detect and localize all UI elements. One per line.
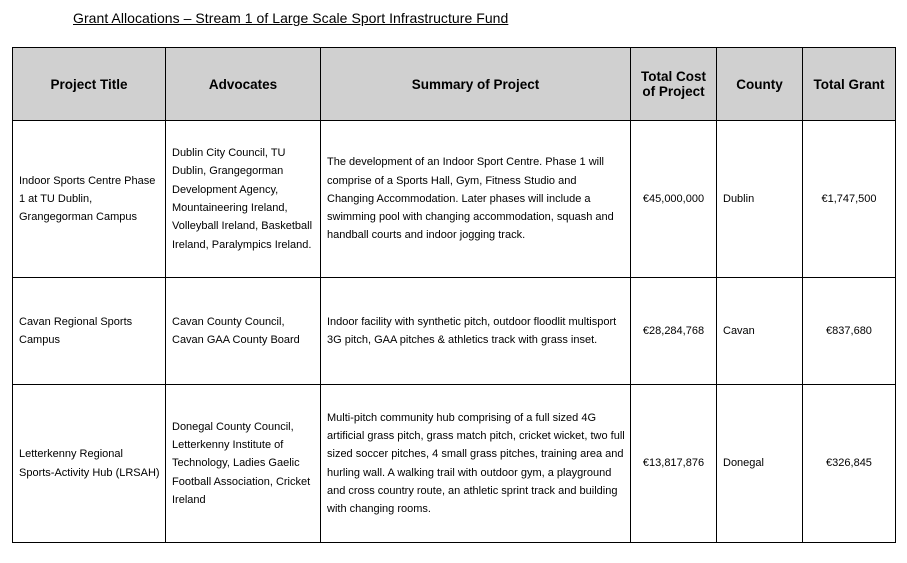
cell-total-grant: €1,747,500	[803, 121, 896, 278]
table-row	[13, 385, 896, 543]
header-advocates: Advocates	[166, 48, 321, 121]
cell-county: Donegal	[717, 385, 803, 543]
cell-advocates: Donegal County Council, Letterkenny Institute of Technology, Ladies Gaelic Football Association, Cricket Ireland	[166, 385, 321, 543]
table-row	[13, 278, 896, 385]
cell-total-cost: €45,000,000	[631, 121, 717, 278]
cell-total-cost: €13,817,876	[631, 385, 717, 543]
cell-advocates: Dublin City Council, TU Dublin, Grangegorman Development Agency, Mountaineering Ireland, Volleyball Ireland, Basketball Ireland, Paralympics Ireland.	[166, 121, 321, 278]
cell-total-grant: €837,680	[803, 278, 896, 385]
grant-allocations-table	[12, 47, 896, 543]
cell-project-title: Cavan Regional Sports Campus	[13, 278, 166, 385]
cell-advocates: Cavan County Council, Cavan GAA County Board	[166, 278, 321, 385]
document-title: Grant Allocations – Stream 1 of Large Scale Sport Infrastructure Fund	[73, 10, 509, 26]
cell-project-title: Indoor Sports Centre Phase 1 at TU Dublin, Grangegorman Campus	[13, 121, 166, 278]
cell-summary: Multi-pitch community hub comprising of a full sized 4G artificial grass pitch, grass match pitch, cricket wicket, two full sized soccer pitches, 4 small grass pitches, training area and hurling wall. A walking trail with outdoor gym, a playground and cross country route, an athletic sprint track and building with changing rooms.	[321, 385, 631, 543]
cell-total-grant: €326,845	[803, 385, 896, 543]
header-total-cost: Total Cost of Project	[631, 48, 717, 121]
table-row	[13, 121, 896, 278]
cell-county: Dublin	[717, 121, 803, 278]
cell-total-cost: €28,284,768	[631, 278, 717, 385]
table-header-row	[13, 48, 896, 121]
cell-county: Cavan	[717, 278, 803, 385]
header-county: County	[717, 48, 803, 121]
header-summary: Summary of Project	[321, 48, 631, 121]
cell-summary: The development of an Indoor Sport Centre. Phase 1 will comprise of a Sports Hall, Gym, Fitness Studio and Changing Accommodation. Later phases will include a swimming pool with changing accommodation, squash and handball courts and indoor jogging track.	[321, 121, 631, 278]
cell-summary: Indoor facility with synthetic pitch, outdoor floodlit multisport 3G pitch, GAA pitches & athletics track with grass inset.	[321, 278, 631, 385]
header-total-grant: Total Grant	[803, 48, 896, 121]
header-project-title: Project Title	[13, 48, 166, 121]
cell-project-title: Letterkenny Regional Sports-Activity Hub (LRSAH)	[13, 385, 166, 543]
